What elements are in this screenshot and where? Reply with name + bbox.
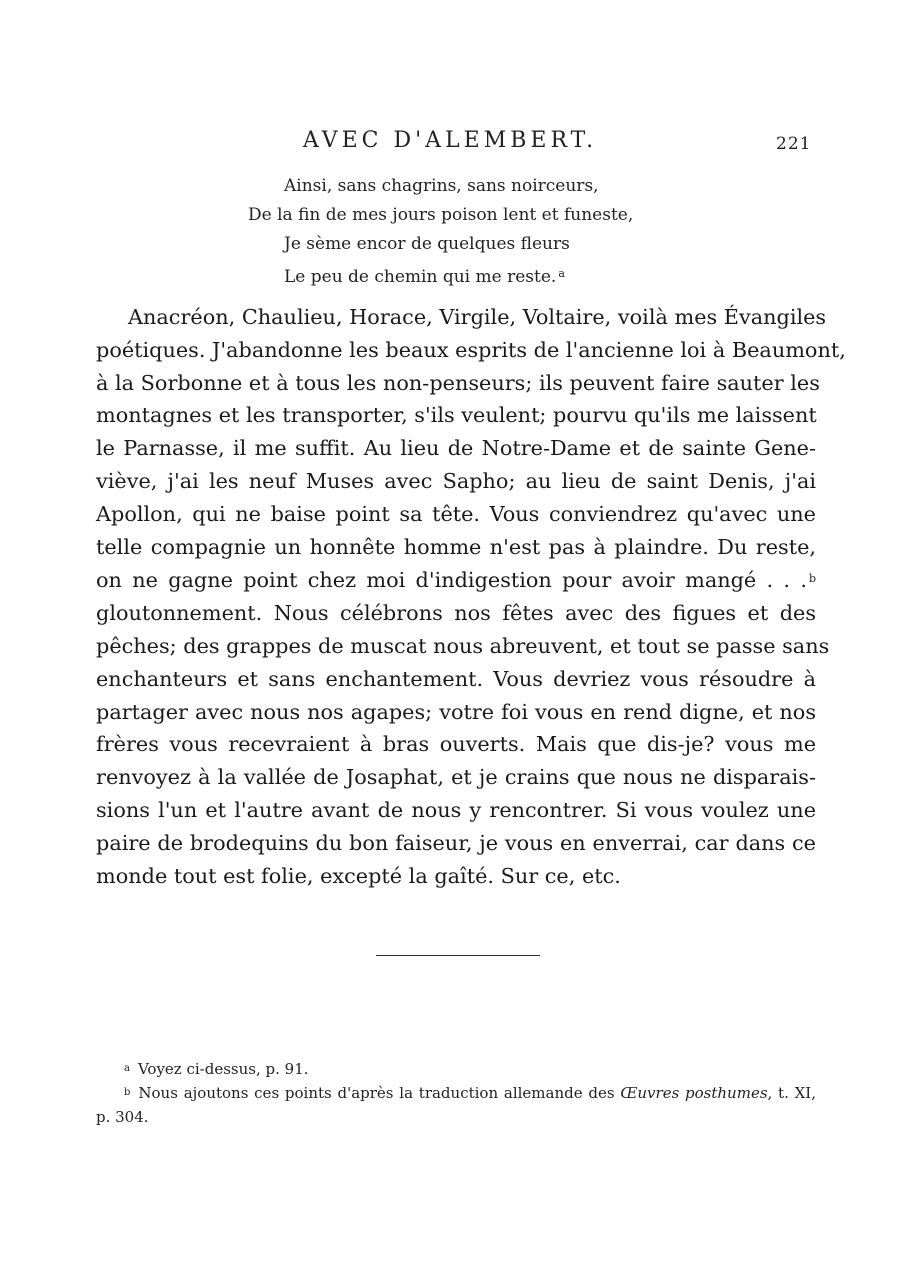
- body-line: renvoyez à la vallée de Josaphat, et je crains que nous ne disparais-: [96, 765, 816, 790]
- footnote-text: Voyez ci-dessus, p. 91.: [137, 1060, 309, 1078]
- body-line: telle compagnie un honnête homme n'est pas à plaindre. Du reste,: [96, 534, 816, 559]
- verse-block: [248, 172, 668, 292]
- footnotes: [96, 1057, 816, 1129]
- body-line: enchanteurs et sans enchantement. Vous devriez vous résoudre à: [96, 666, 816, 691]
- body-line: Apollon, qui ne baise point sa tête. Vous conviendrez qu'avec une: [96, 501, 816, 526]
- footnote-ref-b: b: [808, 572, 816, 586]
- body-line: le Parnasse, il me suffit. Au lieu de Notre-Dame et de sainte Gene-: [96, 436, 816, 461]
- verse-line-text: Le peu de chemin qui me reste.: [284, 267, 557, 287]
- footnote-b: [96, 1081, 816, 1105]
- verse-line: [248, 259, 668, 292]
- body-line: gloutonnement. Nous célébrons nos fêtes avec des figues et des: [96, 601, 816, 626]
- body-line: partager avec nous nos agapes; votre foi vous en rend digne, et nos: [96, 699, 816, 724]
- footnote-ref-a: a: [558, 267, 565, 280]
- body-line: Anacréon, Chaulieu, Horace, Virgile, Voltaire, voilà mes Évangiles: [128, 305, 827, 329]
- footnote-text: , t. XI,: [767, 1084, 816, 1102]
- body-line: [96, 563, 816, 597]
- footnote-a: [96, 1057, 816, 1081]
- body-line: viève, j'ai les neuf Muses avec Sapho; au lieu de saint Denis, j'ai: [96, 468, 816, 493]
- body-line: pêches; des grappes de muscat nous abreuvent, et tout se passe sans: [96, 633, 830, 658]
- body-line: sions l'un et l'autre avant de nous y rencontrer. Si vous voulez une: [96, 797, 816, 822]
- running-title: AVEC D'ALEMBERT.: [302, 128, 598, 153]
- page-number: 221: [776, 134, 812, 154]
- footnote-text: Nous ajoutons ces points d'après la traduction allemande des: [138, 1084, 621, 1102]
- body-line: frères vous recevraient à bras ouverts. Mais que dis-je? vous me: [96, 732, 816, 757]
- verse-line: Je sème encor de quelques fleurs: [284, 234, 570, 254]
- footnote-title-italic: Œuvres posthumes: [620, 1084, 768, 1102]
- body-line: montagnes et les transporter, s'ils veulent; pourvu qu'ils me laissent: [96, 403, 817, 428]
- body-line-text: on ne gagne point chez moi d'indigestion pour avoir mangé . . .: [96, 568, 807, 593]
- body-line: poétiques. J'abandonne les beaux esprits de l'ancienne loi à Beaumont,: [96, 337, 846, 362]
- body-line: monde tout est folie, excepté la gaîté. Sur ce, etc.: [96, 863, 621, 888]
- footnote-marker: b: [124, 1087, 131, 1098]
- verse-line: Ainsi, sans chagrins, sans noirceurs,: [284, 176, 599, 196]
- verse-line: De la fin de mes jours poison lent et funeste,: [248, 205, 634, 225]
- body-line: paire de brodequins du bon faiseur, je vous en enverrai, car dans ce: [96, 830, 816, 855]
- footnote-marker: a: [124, 1063, 130, 1074]
- body-line: à la Sorbonne et à tous les non-penseurs; ils peuvent faire sauter les: [96, 370, 820, 395]
- body-paragraph: [96, 301, 846, 892]
- footnote-b-continuation: p. 304.: [96, 1108, 149, 1126]
- footnote-separator-rule: [376, 955, 540, 956]
